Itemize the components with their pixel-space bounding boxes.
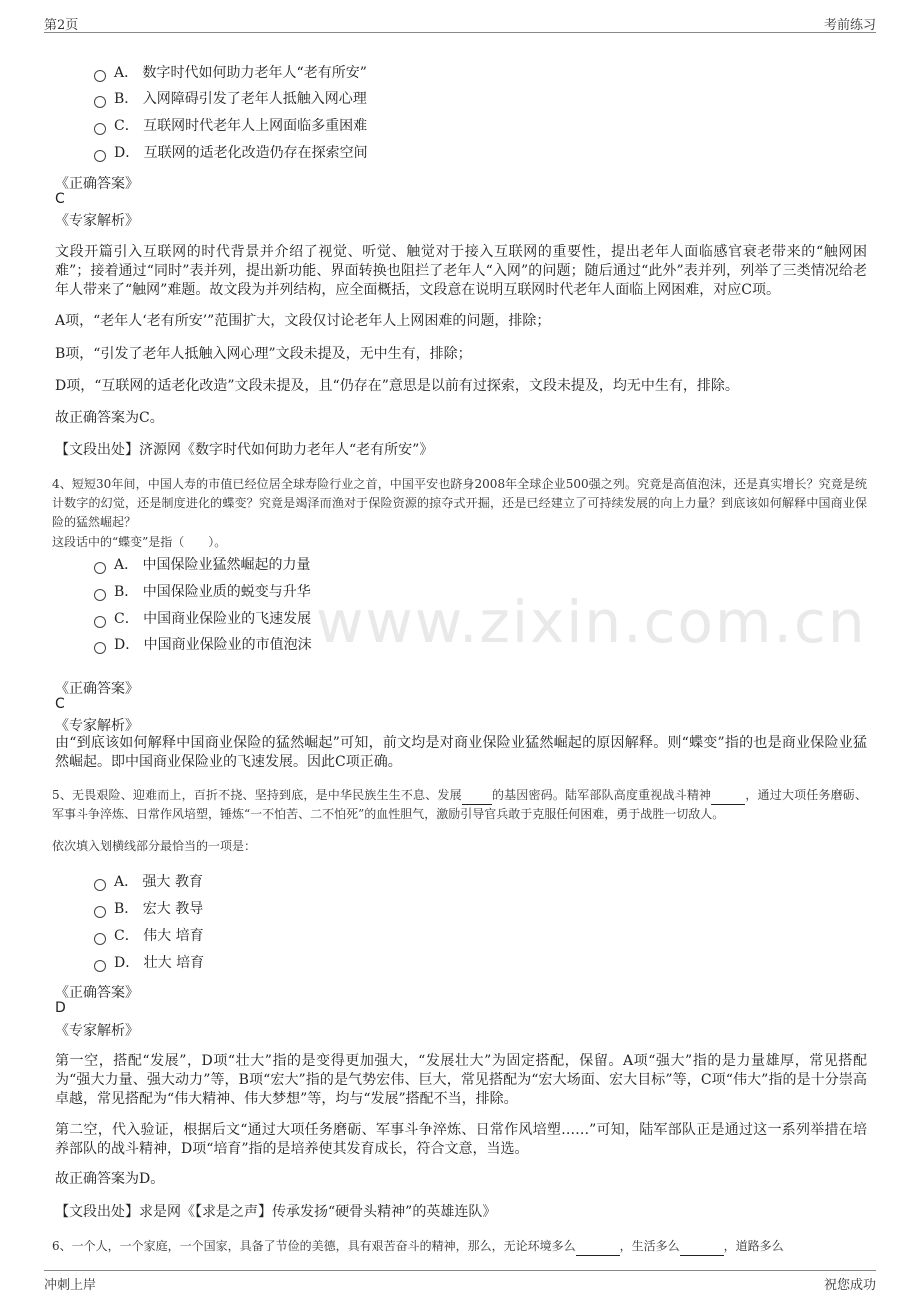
q3-analysis-label: 《专家解析》 [55,213,139,229]
q4-answer-label: 《正确答案》 [55,681,139,697]
blank-2 [711,804,745,805]
q4-option-b[interactable]: B． 中国保险业质的蜕变与升华 [94,582,311,602]
page-footer [44,1270,876,1291]
radio-icon[interactable] [94,906,106,918]
q5-analysis-1: 第一空，搭配“发展”，D项“壮大”指的是变得更加强大，“发展壮大”为固定搭配，保留。A项“强大”指的是力量雄厚，常见搭配为“强大力量、强大动力”等，B项“宏大”指的是气势宏伟、巨大，常见搭配为“宏大场面、宏大目标”等，C项“伟大”指的是十分崇高卓越，常见搭配为“伟大精神、伟大梦想”等，均与“发展”搭配不当，排除。 [55,1053,867,1107]
blank-1 [576,1255,620,1256]
q5-option-b[interactable]: B． 宏大 教导 [94,899,203,919]
q4-analysis-label: 《专家解析》 [55,718,139,734]
q4-option-a[interactable]: A． 中国保险业猛然崛起的力量 [94,555,311,575]
radio-icon[interactable] [94,96,106,108]
q3-option-b[interactable]: B． 入网障碍引发了老年人抵触入网心理 [94,89,367,109]
footer-left: 冲刺上岸 [44,1278,97,1293]
radio-icon[interactable] [94,933,106,945]
watermark: www.zixin.com.cn [316,588,867,656]
page-number: 第2页 [44,18,79,33]
q3-conclusion: 故正确答案为C。 [55,410,164,426]
q5-option-d[interactable]: D． 壮大 培育 [94,953,204,973]
radio-icon[interactable] [94,70,106,82]
q3-analysis-d: D项，“互联网的适老化改造”文段未提及，且“仍存在”意思是以前有过探索，文段未提及，均无中生有，排除。 [55,378,739,394]
q3-option-c[interactable]: C． 互联网时代老年人上网面临多重困难 [94,116,367,136]
radio-icon[interactable] [94,123,106,135]
q3-source: 【文段出处】济源网《数字时代如何助力老年人“老有所安”》 [55,442,434,458]
q5-option-a[interactable]: A． 强大 教育 [94,872,203,892]
header-title: 考前练习 [823,18,876,33]
q3-answer: C [55,191,65,207]
q6-stem: 6、一个人，一个家庭，一个国家，具备了节俭的美德，具有艰苦奋斗的精神，那么，无论环境多么 ，生活多么 ，道路多么 [52,1237,867,1256]
radio-icon[interactable] [94,642,106,654]
q5-answer-label: 《正确答案》 [55,985,139,1001]
q4-analysis: 由“到底该如何解释中国商业保险的猛然崛起”可知，前文均是对商业保险业猛然崛起的原因解释。则“蝶变”指的也是商业保险业猛然崛起。即中国商业保险业的飞速发展。因此C项正确。 [55,735,867,770]
q5-analysis-2: 第二空，代入验证，根据后文“通过大项任务磨砺、军事斗争淬炼、日常作风培塑……”可知，陆军部队正是通过这一系列举措在培养部队的战斗精神，D项“培育”指的是培养使其发育成长，符合文意，当选。 [55,1122,867,1157]
radio-icon[interactable] [94,879,106,891]
blank-1 [462,804,492,805]
radio-icon[interactable] [94,150,106,162]
q5-source: 【文段出处】求是网《【求是之声】传承发扬“硬骨头精神”的英雄连队》 [55,1204,497,1220]
q5-answer: D [55,1000,66,1016]
radio-icon[interactable] [94,562,106,574]
q5-question: 依次填入划横线部分最恰当的一项是： [52,839,257,853]
q4-option-d[interactable]: D． 中国商业保险业的市值泡沫 [94,635,312,655]
radio-icon[interactable] [94,589,106,601]
radio-icon[interactable] [94,960,106,972]
q3-analysis-a: A项，“老年人‘老有所安’”范围扩大，文段仅讨论老年人上网困难的问题，排除； [55,313,551,329]
q4-stem: 4、短短30年间，中国人寿的市值已经位居全球寿险行业之首，中国平安也跻身2008年全球企业500强之列。究竟是高值泡沫，还是真实增长？究竟是统计数字的幻觉，还是制度进化的蝶变？究竟是竭泽而渔对于保险资源的掠夺式开掘，还是已经建立了可持续发展的向上力量？到底该如何解释中国商业保险的猛然崛起？ [52,477,867,529]
blank-2 [680,1255,724,1256]
page-header [44,10,876,33]
q4-option-c[interactable]: C． 中国商业保险业的飞速发展 [94,609,311,629]
q4-question: 这段话中的“蝶变”是指（ ）。 [52,535,227,549]
q3-analysis-b: B项，“引发了老年人抵触入网心理”文段未提及，无中生有，排除； [55,346,472,362]
q3-analysis: 文段开篇引入互联网的时代背景并介绍了视觉、听觉、触觉对于接入互联网的重要性，提出老年人面临感官衰老带来的“触网困难”；接着通过“同时”表并列，提出新功能、界面转换也阻拦了老年人“入网”的问题；随后通过“此外”表并列，列举了三类情况给老年人带来了“触网”难题。故文段为并列结构，应全面概括，文段意在说明互联网时代老年人面临上网困难，对应C项。 [55,244,867,298]
q5-option-c[interactable]: C． 伟大 培育 [94,926,204,946]
q3-answer-label: 《正确答案》 [55,176,139,192]
q3-option-d[interactable]: D． 互联网的适老化改造仍存在探索空间 [94,143,368,163]
q3-option-a[interactable]: A． 数字时代如何助力老年人“老有所安” [94,63,367,83]
q5-stem: 5、无畏艰险、迎难而上，百折不挠、坚持到底，是中华民族生生不息、发展 的基因密码。陆军部队高度重视战斗精神 ，通过大项任务磨砺、军事斗争淬炼、日常作风培塑，锤炼“一不怕苦、二不怕死”的血性胆气，激励引导官兵敢于克服任何困难，勇于战胜一切敌人。 [52,788,867,821]
q5-conclusion: 故正确答案为D。 [55,1171,165,1187]
q5-analysis-label: 《专家解析》 [55,1023,139,1039]
footer-right: 祝您成功 [823,1278,876,1293]
radio-icon[interactable] [94,616,106,628]
q4-answer: C [55,696,65,712]
